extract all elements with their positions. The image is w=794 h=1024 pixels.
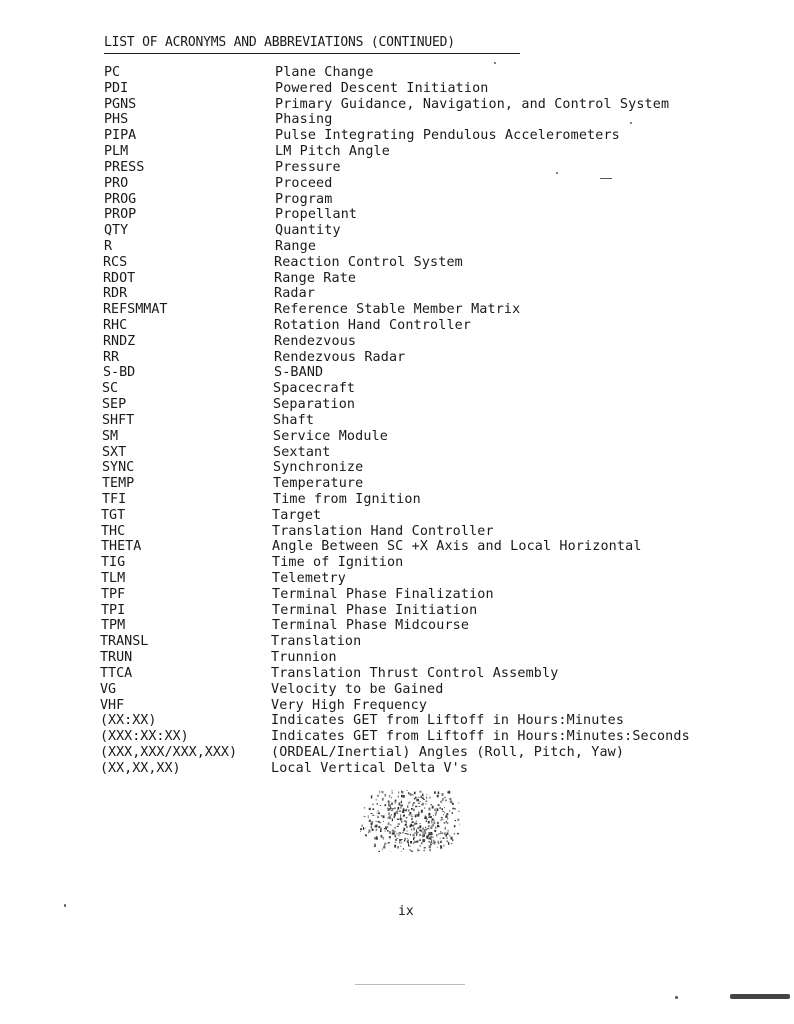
scan-speck [630,122,632,124]
acronym: PRO [104,175,129,191]
definition: Telemetry [272,571,346,586]
acronym: SHFT [102,412,135,428]
list-item [0,666,794,682]
acronym: (XXX,XXX/XXX,XXX) [100,744,238,760]
acronym: TPM [101,618,126,634]
scan-speck [600,178,612,179]
acronym: PLM [104,144,129,160]
list-item [0,192,794,208]
list-item [0,492,794,508]
heading-underline [104,53,520,54]
acronym: (XX:XX) [100,713,157,729]
list-item [0,413,794,429]
acronym: PRESS [104,159,145,175]
acronym: PROP [104,207,137,223]
definition: Local Vertical Delta V's [271,760,469,776]
acronym: VG [100,681,117,697]
list-item [0,286,794,302]
definition: Phasing [275,112,333,128]
list-item [0,539,794,555]
definition: Translation Hand Controller [272,523,494,539]
acronym: TLM [101,571,126,586]
acronym: RDOT [103,270,136,286]
list-item [0,745,794,761]
definition: Powered Descent Initiation [275,80,489,96]
definition: Trunnion [271,650,337,666]
list-item [0,160,794,176]
list-item [0,682,794,698]
list-item [0,571,794,587]
acronym: TRANSL [100,634,149,650]
list-item [0,207,794,223]
scan-speck [556,172,558,174]
definition: Terminal Phase Finalization [272,586,494,602]
definition: Rendezvous [274,333,357,349]
acronym: (XX,XX,XX) [100,760,181,776]
list-item [0,429,794,445]
acronym: TPI [101,602,126,618]
list-item [0,698,794,714]
definition: Angle Between SC +X Axis and Local Horizontal [272,539,642,555]
scan-speck [494,62,496,64]
definition: LM Pitch Angle [275,144,390,160]
definition: Rendezvous Radar [274,349,406,365]
list-item [0,97,794,113]
definition: Pressure [275,159,341,175]
scan-speck [675,996,678,999]
definition: Synchronize [273,460,364,476]
acronym: VHF [100,697,125,713]
acronym: QTY [104,223,129,239]
acronym: SM [102,428,119,444]
acronym: PGNS [104,96,137,112]
acronym: THC [101,523,126,539]
list-item [0,176,794,192]
acronym: TGT [101,507,126,523]
list-item [0,603,794,619]
acronym: TPF [101,586,126,602]
list-item [0,460,794,476]
definition: Translation [271,634,362,650]
definition: Plane Change [275,65,374,80]
list-item [0,302,794,318]
acronym: PIPA [104,128,137,144]
definition: Reaction Control System [274,254,463,270]
definition: Translation Thrust Control Assembly [271,665,559,681]
list-item [0,128,794,144]
acronym: RCS [103,254,128,270]
acronym: SEP [102,397,127,413]
list-item [0,555,794,571]
list-item [0,271,794,287]
scan-speck [730,994,790,999]
definition: Propellant [275,207,358,223]
list-item [0,618,794,634]
list-item [0,65,794,81]
acronym: TRUN [100,650,133,666]
definition: Indicates GET from Liftoff in Hours:Minutes:Seconds [271,729,690,745]
list-item [0,634,794,650]
definition: Reference Stable Member Matrix [274,302,521,318]
acronym: THETA [101,539,142,555]
acronym: S-BD [103,365,136,381]
definition: (ORDEAL/Inertial) Angles (Roll, Pitch, Yaw) [271,744,625,760]
list-item [0,650,794,666]
definition: Temperature [273,476,364,492]
definition: S-BAND [274,365,324,381]
definition: Quantity [275,223,341,239]
page-number: ix [398,904,414,919]
list-item [0,713,794,729]
definition: Range [275,238,317,254]
acronym: PHS [104,112,129,128]
list-item [0,445,794,461]
list-item [0,239,794,255]
list-item [0,144,794,160]
list-item [0,729,794,745]
list-item [0,81,794,97]
list-item [0,112,794,128]
list-item [0,365,794,381]
list-item [0,397,794,413]
definition: Time of Ignition [272,555,404,571]
definition: Target [272,507,322,523]
definition: Program [275,191,333,207]
scan-speck [355,984,465,985]
definition: Radar [274,286,316,302]
acronym: PC [104,65,121,80]
acronym: REFSMMAT [103,302,168,318]
list-item [0,524,794,540]
list-item [0,255,794,271]
definition: Terminal Phase Initiation [272,602,478,618]
list-item [0,223,794,239]
list-item [0,334,794,350]
definition: Proceed [275,175,333,191]
list-item [0,476,794,492]
definition: Velocity to be Gained [271,681,444,697]
acronym: PROG [104,191,137,207]
acronym: RHC [103,318,128,333]
scan-stamp-mark [360,790,460,852]
definition: Shaft [273,412,315,428]
definition: Range Rate [274,270,357,286]
definition: Separation [273,397,356,413]
acronym: TTCA [100,665,133,681]
acronym: SXT [102,444,127,460]
acronym: TEMP [102,476,135,492]
scan-speck [64,904,66,907]
list-heading: LIST OF ACRONYMS AND ABBREVIATIONS (CONTINUED) [104,35,455,50]
acronym: R [104,238,113,254]
definition: Rotation Hand Controller [274,318,472,333]
list-item [0,508,794,524]
list-item [0,761,794,777]
definition: Spacecraft [273,381,356,397]
list-item [0,381,794,397]
definition: Terminal Phase Midcourse [272,618,470,634]
definition: Indicates GET from Liftoff in Hours:Minutes [271,713,625,729]
acronym: SC [102,381,119,397]
acronym: RDR [103,286,128,302]
definition: Time from Ignition [273,491,421,507]
list-item [0,350,794,366]
acronym: SYNC [102,460,135,476]
acronym: RR [103,349,120,365]
definition: Sextant [273,444,331,460]
definition: Very High Frequency [271,697,428,713]
acronym-list [0,65,794,777]
definition: Pulse Integrating Pendulous Accelerometers [275,128,620,144]
list-item [0,587,794,603]
definition: Service Module [273,428,388,444]
acronym: (XXX:XX:XX) [100,729,189,745]
list-item [0,318,794,334]
acronym: PDI [104,80,129,96]
acronym: TIG [101,555,126,571]
definition: Primary Guidance, Navigation, and Control System [275,96,670,112]
acronym: TFI [102,491,127,507]
acronym: RNDZ [103,333,136,349]
